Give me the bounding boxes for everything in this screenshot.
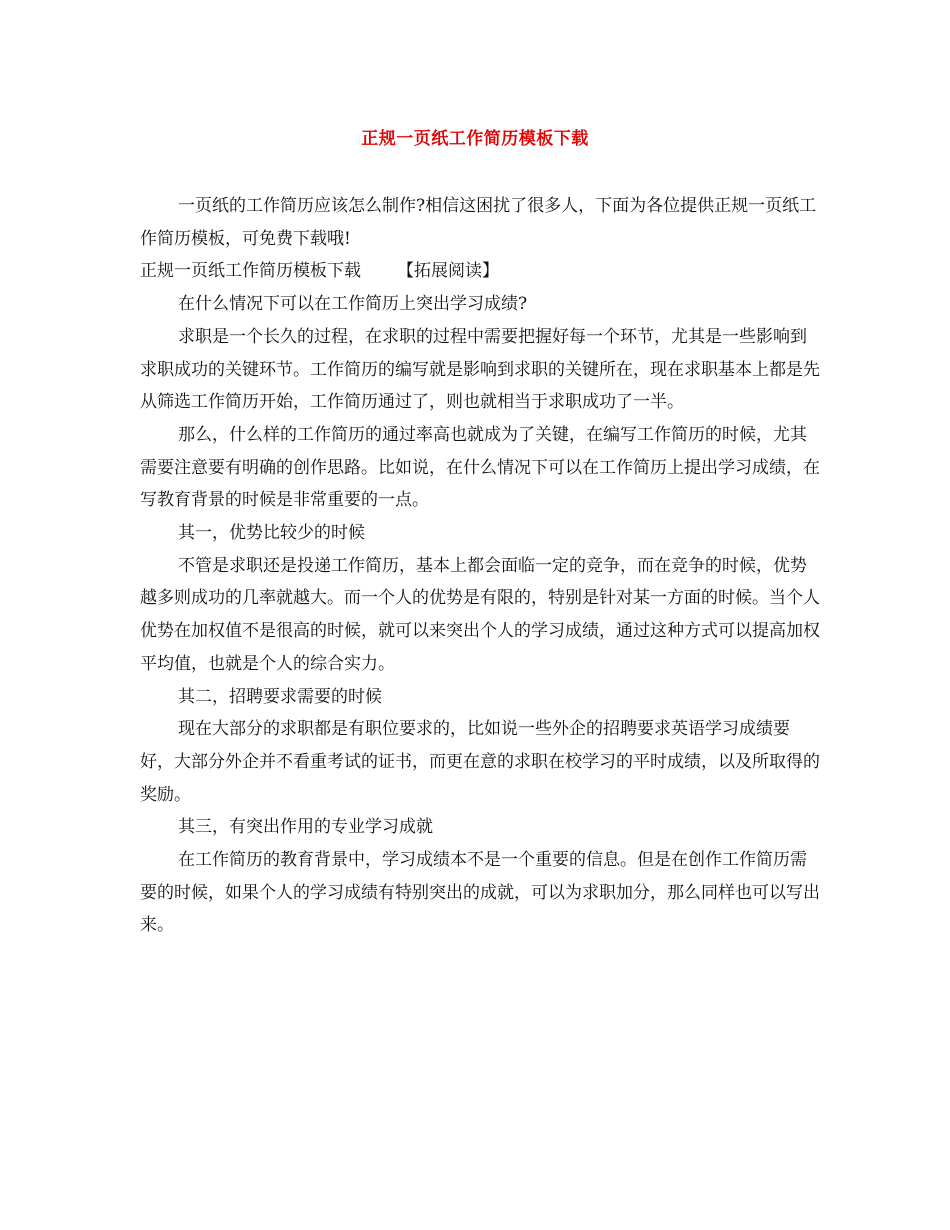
template-download-link[interactable]: 正规一页纸工作简历模板下载 — [140, 261, 361, 282]
heading-third: 其三，有突出作用的专业学习成就 — [178, 817, 433, 838]
intro-paragraph: 一页纸的工作简历应该怎么制作?相信这困扰了很多人，下面为各位提供正规一页纸工作简历模板，可免费下载哦! — [140, 196, 817, 249]
extended-reading-link[interactable]: 【拓展阅读】 — [397, 261, 499, 282]
paragraph-question: 在什么情况下可以在工作简历上突出学习成绩? — [178, 294, 528, 315]
paragraph-competition: 不管是求职还是投递工作简历，基本上都会面临一定的竞争，而在竞争的时候，优势越多则成功的几率就越大。而一个人的优势是有限的，特别是针对某一方面的时候。当个人优势在加权值不是很高的时候，就可以来突出个人的学习成绩，通过这种方式可以提高加权平均值，也就是个人的综合实力。 — [140, 555, 820, 674]
paragraph-pass-rate: 那么，什么样的工作简历的通过率高也就成为了关键，在编写工作简历的时候，尤其需要注意要有明确的创作思路。比如说，在什么情况下可以在工作简历上提出学习成绩，在写教育背景的时候是非常重要的一点。 — [140, 424, 820, 511]
paragraph-requirements: 现在大部分的求职都是有职位要求的，比如说一些外企的招聘要求英语学习成绩要好，大部分外企并不看重考试的证书，而更在意的求职在校学习的平时成绩，以及所取得的奖励。 — [140, 719, 820, 805]
heading-second: 其二，招聘要求需要的时候 — [178, 686, 382, 707]
document-title: 正规一页纸工作简历模板下载 — [361, 129, 589, 149]
document-body — [140, 190, 820, 942]
heading-first: 其一，优势比较少的时候 — [178, 523, 365, 544]
paragraph-process: 求职是一个长久的过程，在求职的过程中需要把握好每一个环节，尤其是一些影响到求职成功的关键环节。工作简历的编写就是影响到求职的关键所在，现在求职基本上都是先从筛选工作简历开始，工作简历通过了，则也就相当于求职成功了一半。 — [140, 326, 820, 413]
link-row — [140, 255, 820, 288]
paragraph-achievements: 在工作简历的教育背景中，学习成绩本不是一个重要的信息。但是在创作工作简历需要的时候，如果个人的学习成绩有特别突出的成就，可以为求职加分，那么同样也可以写出来。 — [140, 850, 820, 936]
